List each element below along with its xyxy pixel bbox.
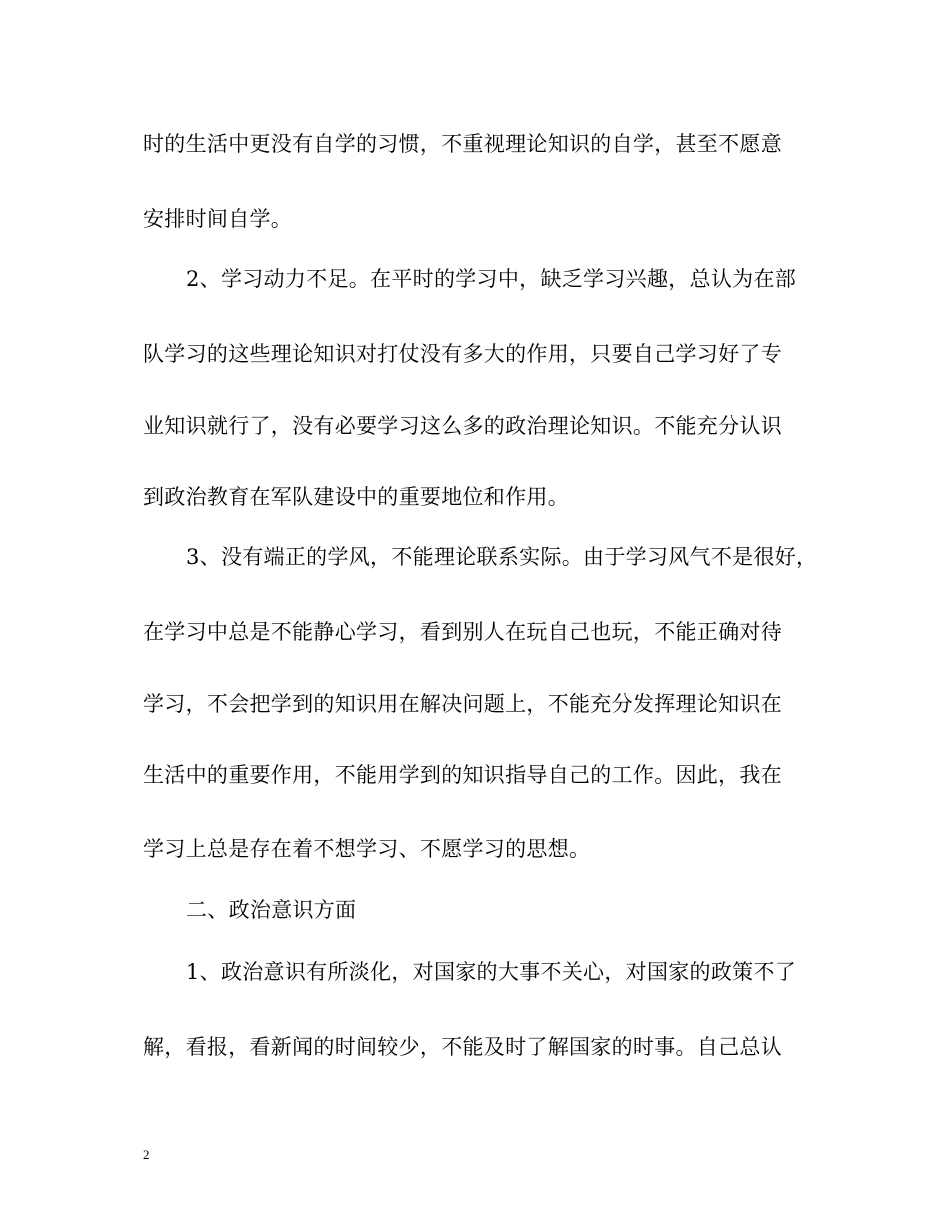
text-line: 队学习的这些理论知识对打仗没有多大的作用，只要自己学习好了专 [143,342,782,366]
text-line: 学习，不会把学到的知识用在解决问题上，不能充分发挥理论知识在 [143,692,782,716]
text-line: 生活中的重要作用，不能用学到的知识指导自己的工作。因此，我在 [143,763,782,787]
text-line: 业知识就行了，没有必要学习这么多的政治理论知识。不能充分认识 [143,414,782,438]
text-line: 解，看报，看新闻的时间较少，不能及时了解国家的时事。自己总认 [143,1035,782,1059]
text-line: 2、学习动力不足。在平时的学习中，缺乏学习兴趣，总认为在部 [186,267,797,291]
section-heading: 二、政治意识方面 [186,898,357,922]
text-line: 1、政治意识有所淡化，对国家的大事不关心，对国家的政策不了 [186,960,797,984]
text-line: 时的生活中更没有自学的习惯，不重视理论知识的自学，甚至不愿意 [143,132,782,156]
text-line: 学习上总是存在着不想学习、不愿学习的思想。 [143,837,591,861]
page-number: 2 [143,1147,150,1162]
text-line: 在学习中总是不能静心学习，看到别人在玩自己也玩，不能正确对待 [143,620,782,644]
text-line: 3、没有端正的学风，不能理论联系实际。由于学习风气不是很好， [186,545,818,569]
text-line: 到政治教育在军队建设中的重要地位和作用。 [143,485,569,509]
text-line: 安排时间自学。 [143,207,293,231]
